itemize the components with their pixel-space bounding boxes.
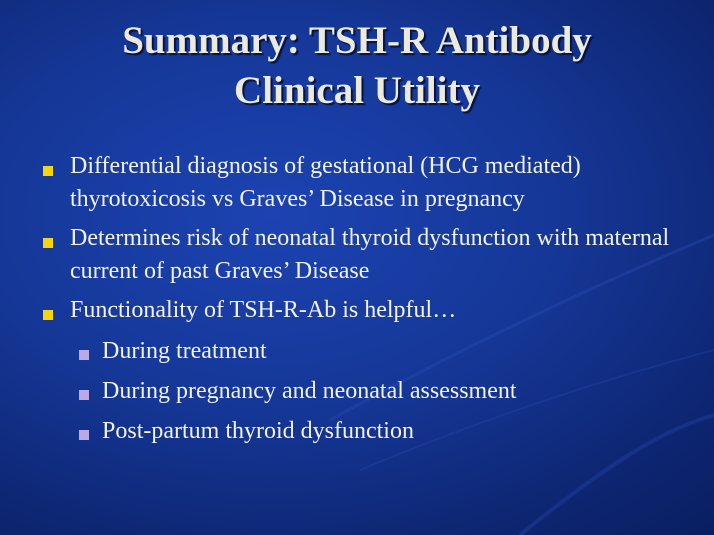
sub-bullet-text: During pregnancy and neonatal assessment [102, 378, 517, 404]
square-bullet-icon [43, 238, 53, 248]
square-sub-bullet-icon [79, 390, 89, 400]
bullet-text: Determines risk of neonatal thyroid dysfunction with maternal current of past Graves’ Disease [70, 225, 670, 284]
square-sub-bullet-icon [79, 430, 89, 440]
bullet-text: Functionality of TSH-R-Ab is helpful… [70, 297, 457, 323]
sub-bullet-text: During treatment [102, 338, 267, 364]
slide-title [0, 16, 714, 116]
bullet-text: Differential diagnosis of gestational (HCG mediated) thyrotoxicosis vs Graves’ Disease in pregnancy [70, 153, 581, 212]
square-sub-bullet-icon [79, 350, 89, 360]
sub-bullet-item-1 [102, 335, 662, 368]
bullet-list [0, 150, 714, 455]
square-bullet-icon [43, 310, 53, 320]
sub-bullet-item-3 [102, 415, 662, 448]
sub-bullet-item-2 [102, 375, 662, 408]
slide-title-line-2: Clinical Utility [234, 69, 480, 112]
sub-bullet-text: Post-partum thyroid dysfunction [102, 418, 414, 444]
bullet-item-2 [70, 222, 670, 288]
square-bullet-icon [43, 166, 53, 176]
bullet-item-3 [70, 294, 670, 327]
bullet-item-1 [70, 150, 670, 216]
slide-title-line-1: Summary: TSH-R Antibody [122, 19, 592, 62]
